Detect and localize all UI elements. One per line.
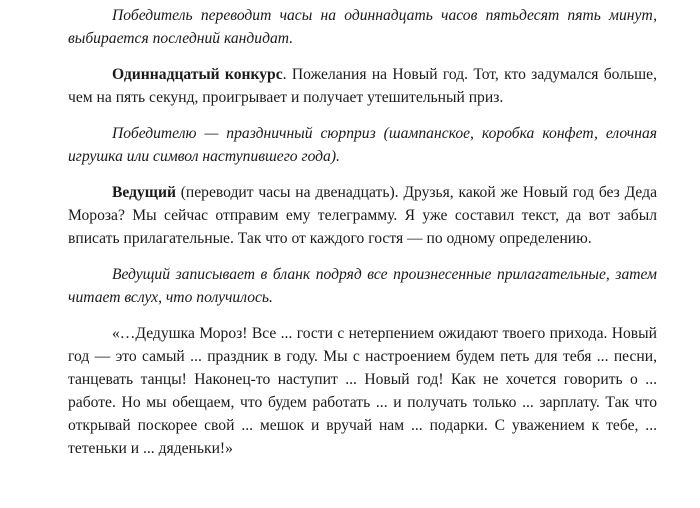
paragraph-text: . Пожелания на Новый год. Тот, кто задумался больше, чем на пять секунд, проигрывает и получает утешительный приз. xyxy=(68,66,657,106)
paragraph-text: Победителю — праздничный сюрприз (шампанское, коробка конфет, елочная игрушка или символ наступившего года). xyxy=(68,125,657,165)
telegram-text-paragraph xyxy=(68,322,657,460)
host-speech-paragraph xyxy=(68,181,657,250)
contest-heading: Одиннадцатый конкурс xyxy=(112,66,283,83)
paragraph-text: Победитель переводит часы на одиннадцать часов пятьдесят пять минут, выбирается последний кандидат. xyxy=(68,7,657,47)
prize-paragraph xyxy=(68,122,657,168)
host-action-paragraph xyxy=(68,263,657,309)
speaker-name: Ведущий xyxy=(112,184,176,201)
contest-eleven-paragraph xyxy=(68,63,657,109)
stage-direction-paragraph xyxy=(68,4,657,50)
paragraph-text: Ведущий записывает в бланк подряд все произнесенные прилагательные, затем читает вслух, что получилось. xyxy=(68,266,657,306)
paragraph-text: «…Дедушка Мороз! Все ... гости с нетерпением ожидают твоего прихода. Новый год — это самый ... праздник в году. Мы с настроением будем петь для тебя ... песни, танцевать танцы! Наконец-то наступит ... Новый год! Как не хочется говорить о ... работе. Но мы обещаем, что будем работать ... и получать только ... зарплату. Так что открывай поскорее свой ... мешок и вручай нам ... подарки. С уважением к тебе, ... тетеньки и ... дяденьки!» xyxy=(68,325,657,457)
paragraph-text: (переводит часы на двенадцать). Друзья, какой же Новый год без Деда Мороза? Мы сейчас отправим ему телеграмму. Я уже составил текст, да вот забыл вписать прилагательные. Так что от каждого гостя — по одному определению. xyxy=(68,184,657,247)
